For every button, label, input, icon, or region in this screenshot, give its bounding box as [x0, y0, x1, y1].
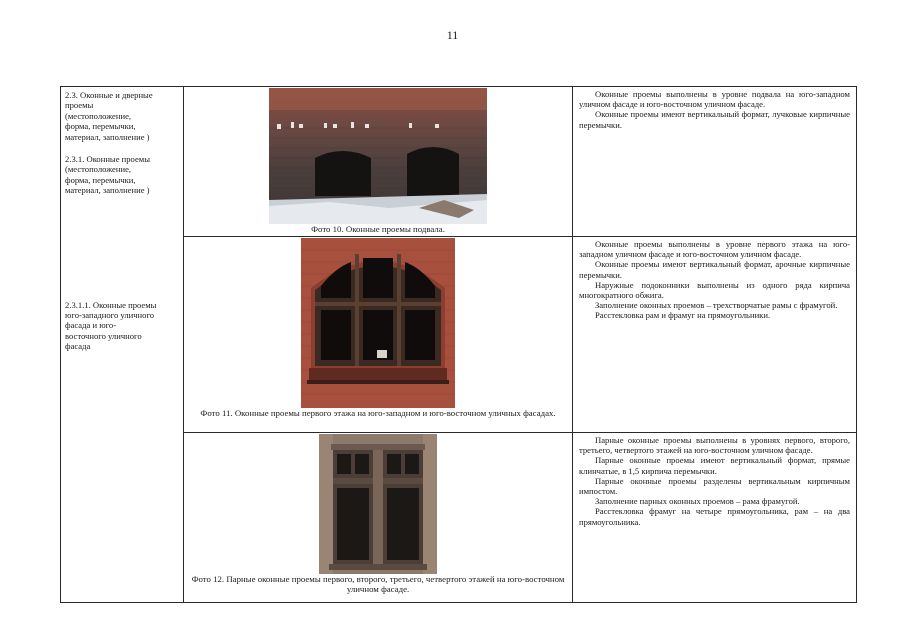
section-headings-cell [61, 87, 184, 603]
row-12-paragraph-1: Парные оконные проемы выполнены в уровнях первого, второго, третьего, четвертого этажей на юго-восточном уличном фасаде. [579, 435, 850, 456]
paired-windows-photo [319, 434, 437, 574]
photo-12-caption: Фото 12. Парные оконные проемы первого, второго, третьего, четвертого этажей на юго-восточном уличном фасаде. [191, 574, 565, 594]
photo-11-caption: Фото 11. Оконные проемы первого этажа на юго-западном и юго-восточном уличных фасадах. [200, 408, 556, 418]
row-12-paragraph-2: Парные оконные проемы имеют вертикальный формат, прямые клинчатые, в 1,5 кирпича перемычки. [579, 455, 850, 476]
row-11-paragraph-3: Наружные подоконники выполнены из одного ряда кирпича многократного обжига. [579, 279, 850, 301]
section-2-3-1-1-heading: 2.3.1.1. Оконные проемы юго-западного уличного фасада и юго- восточного уличного фасада [65, 299, 157, 352]
section-2-3-heading: 2.3. Оконные и дверные проемы (местоположение, форма, перемычки, материал, заполнение ) [65, 90, 153, 142]
row-11-paragraph-5: Расстекловка рам и фрамуг на прямоугольники. [595, 310, 771, 321]
row-12-paragraph-5: Расстекловка фрамуг на четыре прямоугольника, рам – на два прямоугольника. [579, 506, 850, 527]
row-10-paragraph-1: Оконные проемы выполнены в уровне подвала на юго-западном уличном фасаде и юго-восточном уличном фасаде. [579, 89, 850, 110]
page-number: 11 [446, 28, 459, 42]
row-11-paragraph-2: Оконные проемы имеют вертикальный формат, арочные кирпичные перемычки. [579, 259, 850, 280]
row-11-paragraph-4: Заполнение оконных проемов – трехстворчатые рамы с фрамугой. [595, 300, 838, 311]
row-12-paragraph-3: Парные оконные проемы разделены вертикальным кирпичным импостом. [579, 475, 850, 497]
row-11-paragraph-1: Оконные проемы выполнены в уровне первого этажа на юго-западном уличном фасаде и юго-восточном уличном фасаде. [579, 239, 850, 260]
photo-cell-11 [184, 237, 573, 433]
photo-cell-10 [184, 87, 573, 237]
row-10-paragraph-2: Оконные проемы имеют вертикальный формат, лучковые кирпичные перемычки. [579, 109, 850, 130]
basement-windows-photo [269, 88, 487, 224]
row-12-paragraph-4: Заполнение парных оконных проемов – рама фрамугой. [595, 496, 800, 507]
row-10-description [573, 87, 857, 237]
section-2-3-1-heading: 2.3.1. Оконные проемы (местоположение, форма, перемычки, материал, заполнение ) [65, 154, 150, 196]
first-floor-window-photo [301, 238, 455, 408]
photo-cell-12 [184, 433, 573, 603]
table-row [61, 87, 857, 237]
row-12-description [573, 433, 857, 603]
description-table [60, 86, 857, 603]
row-11-description [573, 237, 857, 433]
photo-10-caption: Фото 10. Оконные проемы подвала. [311, 224, 445, 234]
